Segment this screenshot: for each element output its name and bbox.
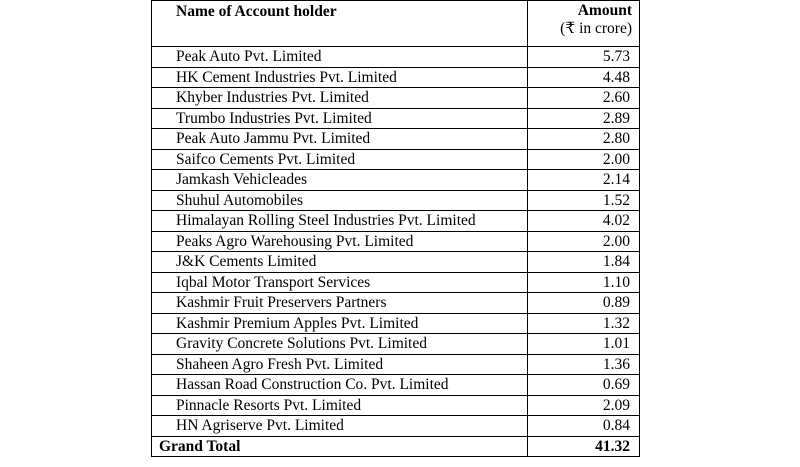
account-amount: 4.48: [528, 67, 640, 88]
account-holder-name: Gravity Concrete Solutions Pvt. Limited: [152, 334, 528, 355]
header-amount-label: Amount: [577, 2, 632, 19]
account-holder-name: Peaks Agro Warehousing Pvt. Limited: [152, 231, 528, 252]
table-row: [152, 108, 640, 129]
account-amount: 0.69: [528, 375, 640, 396]
table-row: [152, 272, 640, 293]
grand-total-amount: 41.32: [528, 436, 640, 457]
account-holder-name: Himalayan Rolling Steel Industries Pvt. Limited: [152, 211, 528, 232]
account-holder-name: J&K Cements Limited: [152, 252, 528, 273]
table-row: [152, 334, 640, 355]
account-amount: 2.09: [528, 395, 640, 416]
account-amount: 1.32: [528, 313, 640, 334]
table-row: [152, 67, 640, 88]
table-header-row: [152, 1, 640, 47]
account-holder-name: Peak Auto Pvt. Limited: [152, 47, 528, 68]
account-holder-name: Kashmir Fruit Preservers Partners: [152, 293, 528, 314]
account-amount: 2.89: [528, 108, 640, 129]
header-amount-unit: (₹ in crore): [560, 20, 632, 37]
account-amount: 2.60: [528, 88, 640, 109]
account-holder-name: Pinnacle Resorts Pvt. Limited: [152, 395, 528, 416]
account-amount: 2.00: [528, 149, 640, 170]
grand-total-row: [152, 436, 640, 457]
table-row: [152, 416, 640, 437]
account-holder-name: Shuhul Automobiles: [152, 190, 528, 211]
account-amount: 4.02: [528, 211, 640, 232]
account-amount: 2.14: [528, 170, 640, 191]
account-amount: 0.89: [528, 293, 640, 314]
account-amount: 2.80: [528, 129, 640, 150]
table-row: [152, 170, 640, 191]
account-holder-name: HN Agriserve Pvt. Limited: [152, 416, 528, 437]
table-row: [152, 375, 640, 396]
account-holder-name: Shaheen Agro Fresh Pvt. Limited: [152, 354, 528, 375]
account-holder-name: Iqbal Motor Transport Services: [152, 272, 528, 293]
account-amount: 1.52: [528, 190, 640, 211]
table-row: [152, 129, 640, 150]
table-row: [152, 190, 640, 211]
table-row: [152, 252, 640, 273]
account-holder-name: Saifco Cements Pvt. Limited: [152, 149, 528, 170]
table-row: [152, 395, 640, 416]
table-row: [152, 88, 640, 109]
table-row: [152, 47, 640, 68]
grand-total-label: Grand Total: [152, 436, 528, 457]
table-body: [152, 47, 640, 437]
table-row: [152, 211, 640, 232]
account-holder-name: Khyber Industries Pvt. Limited: [152, 88, 528, 109]
account-holder-name: Kashmir Premium Apples Pvt. Limited: [152, 313, 528, 334]
account-holder-name: Hassan Road Construction Co. Pvt. Limited: [152, 375, 528, 396]
account-amount: 5.73: [528, 47, 640, 68]
account-amount: 1.84: [528, 252, 640, 273]
account-holder-name: Jamkash Vehicleades: [152, 170, 528, 191]
account-holder-name: Peak Auto Jammu Pvt. Limited: [152, 129, 528, 150]
account-amount: 2.00: [528, 231, 640, 252]
table-row: [152, 149, 640, 170]
account-holders-table: [151, 0, 640, 457]
account-holder-name: Trumbo Industries Pvt. Limited: [152, 108, 528, 129]
table-row: [152, 313, 640, 334]
header-name: Name of Account holder: [152, 1, 528, 47]
table-row: [152, 293, 640, 314]
table-row: [152, 354, 640, 375]
header-amount: [528, 1, 640, 47]
account-holder-name: HK Cement Industries Pvt. Limited: [152, 67, 528, 88]
account-amount: 1.36: [528, 354, 640, 375]
account-amount: 0.84: [528, 416, 640, 437]
account-amount: 1.01: [528, 334, 640, 355]
account-holders-table-container: [151, 0, 639, 457]
account-amount: 1.10: [528, 272, 640, 293]
table-row: [152, 231, 640, 252]
